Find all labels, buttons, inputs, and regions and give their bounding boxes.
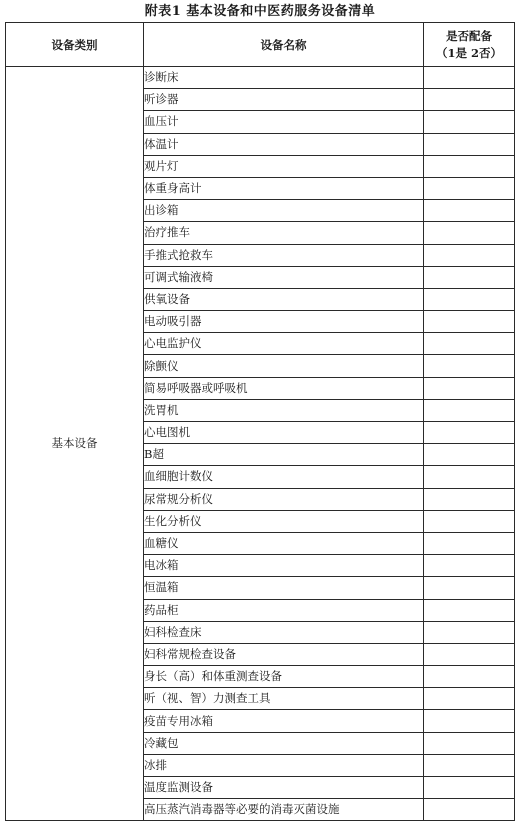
configured-cell[interactable] xyxy=(424,177,515,199)
header-name: 设备名称 xyxy=(144,23,424,67)
configured-cell[interactable] xyxy=(424,89,515,111)
equipment-name-cell: 身长（高）和体重测查设备 xyxy=(144,666,424,688)
equipment-name-cell: 生化分析仪 xyxy=(144,510,424,532)
equipment-name-cell: 听（视、智）力测查工具 xyxy=(144,688,424,710)
configured-cell[interactable] xyxy=(424,754,515,776)
equipment-name-cell: 体温计 xyxy=(144,133,424,155)
header-configured-line2: （1是 2否） xyxy=(435,45,502,60)
equipment-name-cell: 药品柜 xyxy=(144,599,424,621)
equipment-name-cell: 妇科检查床 xyxy=(144,621,424,643)
equipment-name-cell: 可调式输液椅 xyxy=(144,266,424,288)
table-row xyxy=(6,67,515,89)
category-cell: 基本设备 xyxy=(6,67,144,821)
configured-cell[interactable] xyxy=(424,377,515,399)
equipment-name-cell: 诊断床 xyxy=(144,67,424,89)
configured-cell[interactable] xyxy=(424,311,515,333)
equipment-table xyxy=(5,22,515,821)
equipment-name-cell: 除颤仪 xyxy=(144,355,424,377)
equipment-name-cell: 洗胃机 xyxy=(144,399,424,421)
configured-cell[interactable] xyxy=(424,288,515,310)
equipment-name-cell: 血压计 xyxy=(144,111,424,133)
configured-cell[interactable] xyxy=(424,244,515,266)
equipment-name-cell: 妇科常规检查设备 xyxy=(144,643,424,665)
configured-cell[interactable] xyxy=(424,555,515,577)
configured-cell[interactable] xyxy=(424,200,515,222)
equipment-name-cell: 高压蒸汽消毒器等必要的消毒灭菌设施 xyxy=(144,799,424,821)
configured-cell[interactable] xyxy=(424,399,515,421)
equipment-name-cell: 电动吸引器 xyxy=(144,311,424,333)
equipment-name-cell: 疫苗专用冰箱 xyxy=(144,710,424,732)
header-category: 设备类别 xyxy=(6,23,144,67)
header-configured-line1: 是否配备 xyxy=(446,28,492,43)
equipment-name-cell: 电冰箱 xyxy=(144,555,424,577)
configured-cell[interactable] xyxy=(424,688,515,710)
equipment-name-cell: 出诊箱 xyxy=(144,200,424,222)
configured-cell[interactable] xyxy=(424,333,515,355)
equipment-name-cell: 心电图机 xyxy=(144,422,424,444)
watermark-right xyxy=(487,809,491,822)
table-header-row xyxy=(6,23,515,67)
configured-cell[interactable] xyxy=(424,510,515,532)
configured-cell[interactable] xyxy=(424,222,515,244)
configured-cell[interactable] xyxy=(424,577,515,599)
equipment-name-cell: 治疗推车 xyxy=(144,222,424,244)
configured-cell[interactable] xyxy=(424,155,515,177)
configured-cell[interactable] xyxy=(424,488,515,510)
equipment-name-cell: 冷藏包 xyxy=(144,732,424,754)
equipment-name-cell: 简易呼吸器或呼吸机 xyxy=(144,377,424,399)
configured-cell[interactable] xyxy=(424,643,515,665)
configured-cell[interactable] xyxy=(424,466,515,488)
configured-cell[interactable] xyxy=(424,599,515,621)
configured-cell[interactable] xyxy=(424,67,515,89)
equipment-name-cell: 恒温箱 xyxy=(144,577,424,599)
equipment-name-cell: 血细胞计数仪 xyxy=(144,466,424,488)
configured-cell[interactable] xyxy=(424,111,515,133)
watermark-left xyxy=(2,814,5,824)
configured-cell[interactable] xyxy=(424,621,515,643)
equipment-name-cell: 血糖仪 xyxy=(144,532,424,554)
configured-cell[interactable] xyxy=(424,422,515,444)
equipment-name-cell: 手推式抢救车 xyxy=(144,244,424,266)
equipment-name-cell: 温度监测设备 xyxy=(144,777,424,799)
configured-cell[interactable] xyxy=(424,532,515,554)
equipment-name-cell: B超 xyxy=(144,444,424,466)
equipment-name-cell: 听诊器 xyxy=(144,89,424,111)
configured-cell[interactable] xyxy=(424,799,515,821)
configured-cell[interactable] xyxy=(424,777,515,799)
configured-cell[interactable] xyxy=(424,133,515,155)
configured-cell[interactable] xyxy=(424,666,515,688)
equipment-name-cell: 观片灯 xyxy=(144,155,424,177)
configured-cell[interactable] xyxy=(424,444,515,466)
equipment-name-cell: 冰排 xyxy=(144,754,424,776)
equipment-name-cell: 心电监护仪 xyxy=(144,333,424,355)
equipment-name-cell: 尿常规分析仪 xyxy=(144,488,424,510)
table-body xyxy=(6,67,515,821)
configured-cell[interactable] xyxy=(424,732,515,754)
equipment-name-cell: 体重身高计 xyxy=(144,177,424,199)
page-title: 附表1 基本设备和中医药服务设备清单 xyxy=(144,4,376,19)
configured-cell[interactable] xyxy=(424,266,515,288)
configured-cell[interactable] xyxy=(424,710,515,732)
equipment-name-cell: 供氧设备 xyxy=(144,288,424,310)
configured-cell[interactable] xyxy=(424,355,515,377)
header-configured xyxy=(424,23,515,67)
